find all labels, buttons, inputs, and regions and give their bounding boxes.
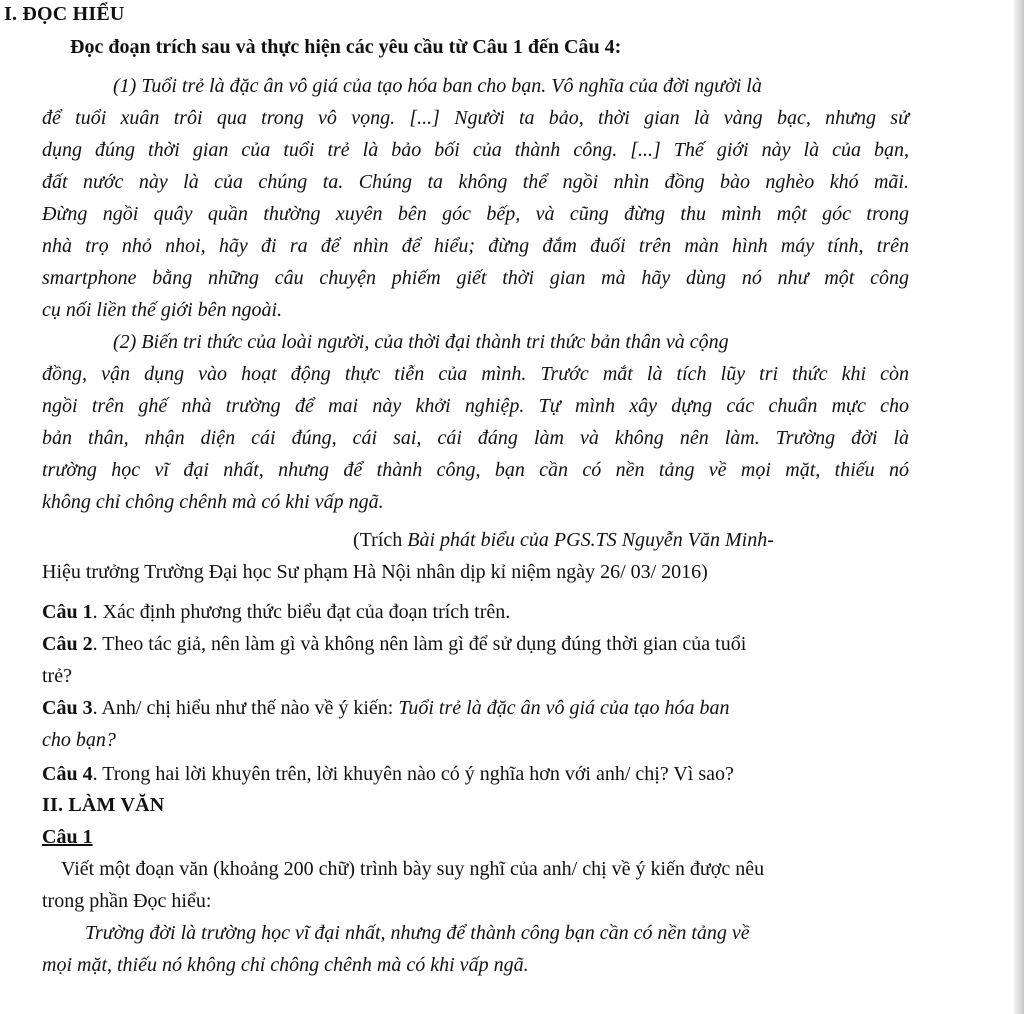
citation-title: Bài phát biểu của PGS.TS Nguyễn Văn Minh- [407, 529, 774, 551]
question-2 [42, 632, 746, 656]
question-3-text: . Anh/ chị hiểu như thế nào về ý kiến: [92, 697, 399, 719]
page-edge-shadow [1014, 0, 1024, 1014]
question-3-quote: Tuổi trẻ là đặc ân vô giá của tạo hóa ban [398, 697, 730, 719]
question-2-text: . Theo tác giả, nên làm gì và không nên làm gì để sử dụng đúng thời gian của tuổi [92, 633, 747, 655]
question-3-label: Câu 3 [42, 697, 93, 719]
question-2-label: Câu 2 [42, 633, 93, 655]
question-4-label: Câu 4 [42, 763, 93, 785]
section2-prompt-line-2: trong phần Đọc hiểu: [42, 890, 212, 912]
question-4-text: . Trong hai lời khuyên trên, lời khuyên nào có ý nghĩa hơn với anh/ chị? Vì sao? [92, 763, 734, 785]
passage-p2-line-6: không chỉ chông chênh mà có khi vấp ngã. [42, 491, 384, 513]
passage-p1-line-3: dụng đúng thời gian của tuổi trẻ là bảo bối của thành công. [...] Thế giới này là của bạn, [42, 139, 909, 161]
citation-prefix: (Trích [353, 529, 408, 551]
question-3 [42, 696, 729, 720]
section2-cau1-label: Câu 1 [42, 826, 93, 848]
passage-p1-line-6: nhà trọ nhỏ nhoi, hãy đi ra để nhìn để hiểu; đừng đắm đuối trên màn hình máy tính, trên [42, 235, 909, 257]
passage-p2-line-1: (2) Biến tri thức của loài người, của thời đại thành tri thức bản thân và cộng [113, 331, 729, 353]
section2-prompt-line-1: Viết một đoạn văn (khoảng 200 chữ) trình bày suy nghĩ của anh/ chị về ý kiến được nêu [61, 858, 765, 880]
passage-p2-line-5: trường học vĩ đại nhất, nhưng để thành công, bạn cần có nền tảng về mọi mặt, thiếu nó [42, 459, 909, 481]
question-1 [42, 600, 510, 624]
passage-p2-line-4: bản thân, nhận diện cái đúng, cái sai, cái đáng làm và không nên làm. Trường đời là [42, 427, 909, 449]
question-3-cont: cho bạn? [42, 729, 116, 751]
passage-p2-line-3: ngồi trên ghế nhà trường để mai này khởi nghiệp. Tự mình xây dựng các chuẩn mực cho [42, 395, 909, 417]
citation-line-1 [353, 528, 774, 552]
passage-p1-line-5: Đừng ngồi quây quần thường xuyên bên góc bếp, và cũng đừng thu mình một góc trong [42, 203, 909, 225]
citation-line-2: Hiệu trưởng Trường Đại học Sư phạm Hà Nội nhân dịp kỉ niệm ngày 26/ 03/ 2016) [42, 561, 708, 583]
question-1-text: . Xác định phương thức biểu đạt của đoạn trích trên. [92, 601, 511, 623]
question-2-cont: trẻ? [42, 665, 72, 687]
section2-quote-line-2: mọi mặt, thiếu nó không chỉ chông chênh mà có khi vấp ngã. [42, 954, 529, 976]
question-1-label: Câu 1 [42, 601, 93, 623]
passage-p1-line-8: cụ nối liền thế giới bên ngoài. [42, 299, 283, 321]
passage-p1-line-2: để tuổi xuân trôi qua trong vô vọng. [...] Người ta bảo, thời gian là vàng bạc, nhưng sử [42, 107, 909, 129]
section1-instruction: Đọc đoạn trích sau và thực hiện các yêu cầu từ Câu 1 đến Câu 4: [70, 36, 622, 58]
section2-quote-line-1: Trường đời là trường học vĩ đại nhất, nhưng để thành công bạn cần có nền tảng về [85, 922, 750, 944]
passage-p2-line-2: đồng, vận dụng vào hoạt động thực tiễn của mình. Trước mắt là tích lũy tri thức khi còn [42, 363, 909, 385]
question-4 [42, 762, 734, 786]
passage-p1-line-7: smartphone bằng những câu chuyện phiếm giết thời gian mà hãy dùng nó như một công [42, 267, 909, 289]
passage-p1-line-1: (1) Tuổi trẻ là đặc ân vô giá của tạo hóa ban cho bạn. Vô nghĩa của đời người là [113, 75, 762, 97]
passage-p1-line-4: đất nước này là của chúng ta. Chúng ta không thể ngồi nhìn đồng bào nghèo khó mãi. [42, 171, 909, 193]
section1-heading: I. ĐỌC HIỂU [4, 3, 125, 25]
section2-heading: II. LÀM VĂN [42, 794, 165, 816]
